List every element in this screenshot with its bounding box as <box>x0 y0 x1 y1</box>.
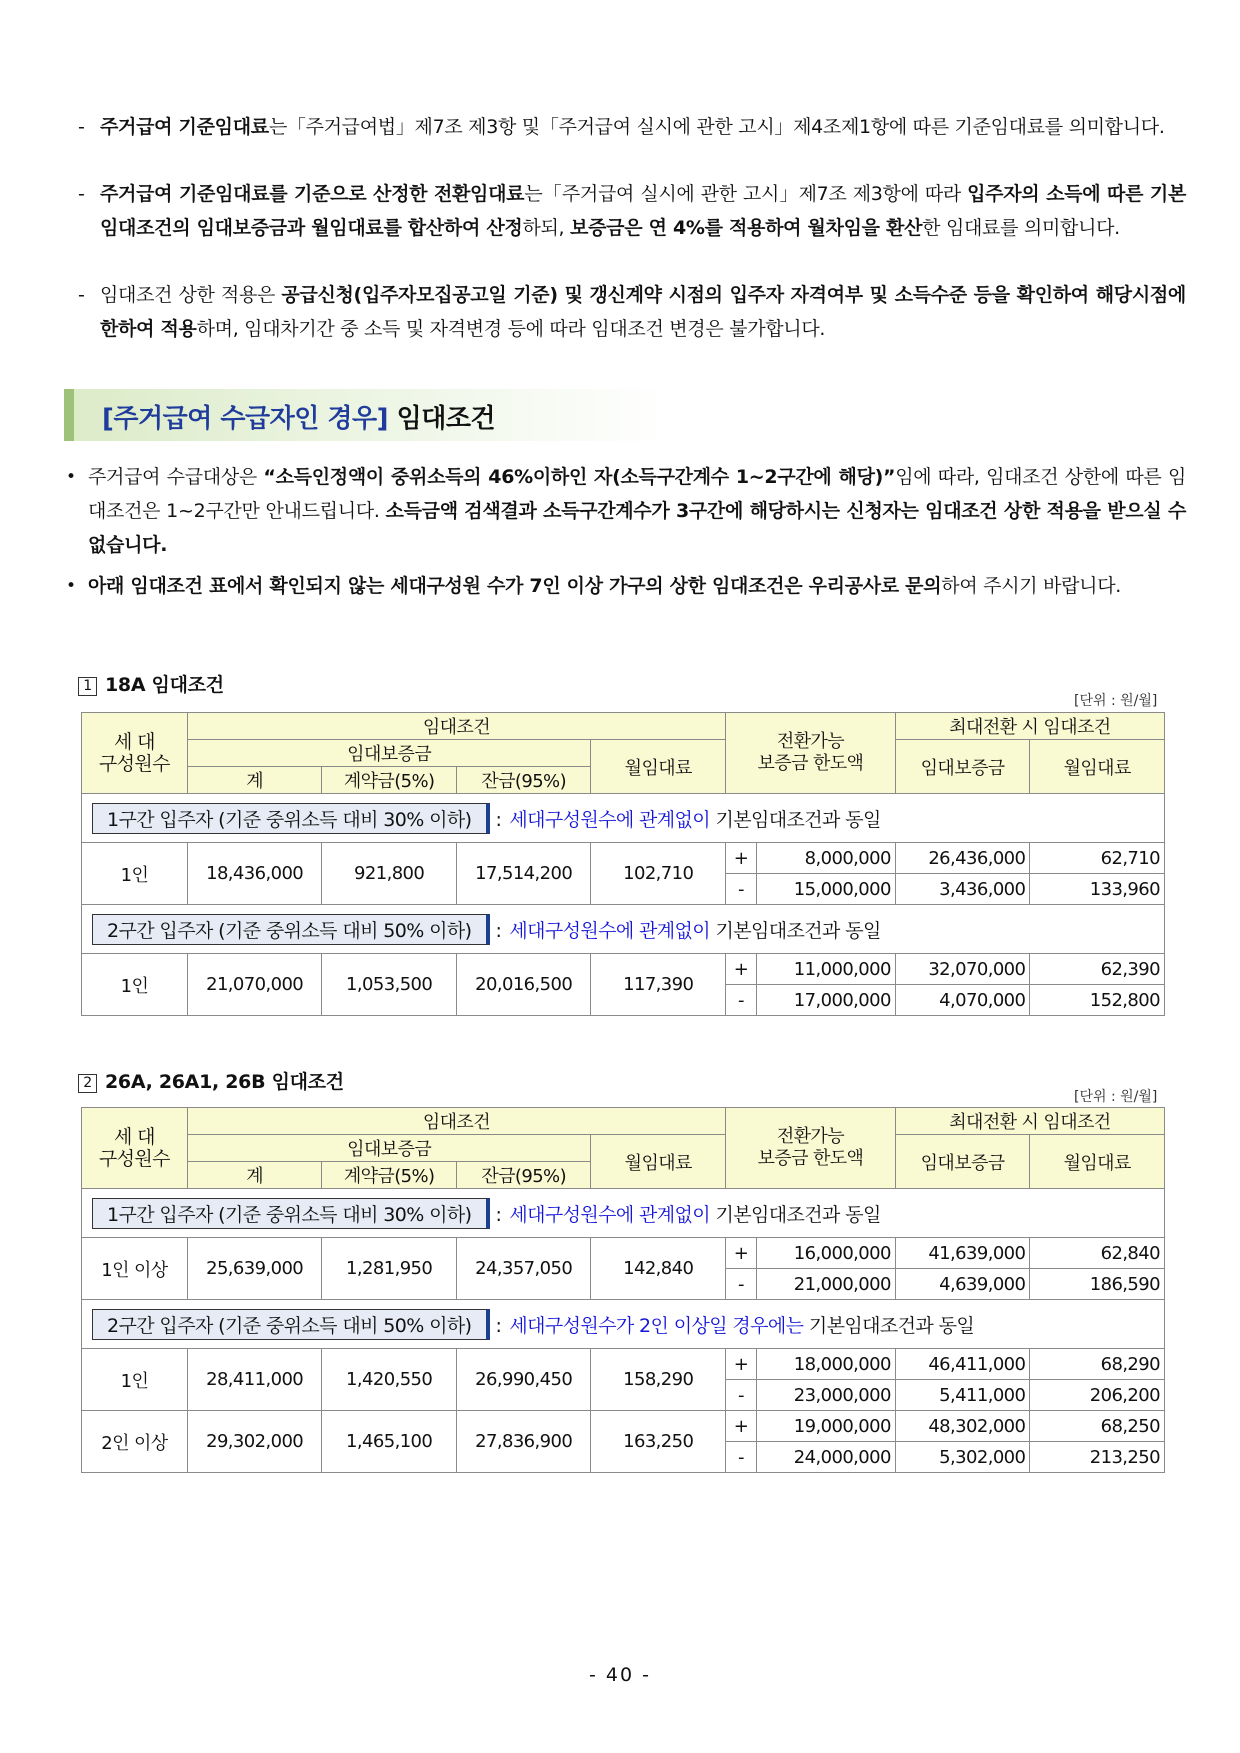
limit-cell: 23,000,000 <box>756 1380 895 1411</box>
table-row <box>82 1349 1165 1380</box>
text-run: 는「주거급여법」제7조 제3항 및「주거급여 실시에 관한 고시」제4조제1항에 따른 기준임대료를 의미합니다. <box>268 116 1165 138</box>
max-rent-cell: 206,200 <box>1030 1380 1165 1411</box>
table-title-text: 26A, 26A1, 26B 임대조건 <box>105 1071 344 1093</box>
band-row <box>82 1300 1165 1349</box>
header-max-deposit: 임대보증금 <box>895 1135 1030 1189</box>
section-heading <box>64 389 666 441</box>
table-row <box>82 1411 1165 1442</box>
header-line: 보증금 한도액 <box>757 753 864 774</box>
header-monthly-rent: 월임대료 <box>591 740 726 794</box>
text-run: 주거급여 수급대상은 <box>88 466 264 488</box>
note-text <box>100 278 1186 346</box>
bullet-2 <box>66 569 1186 603</box>
band-highlight: 세대구성원수가 2인 이상일 경우에는 <box>509 1314 804 1337</box>
header-line: 세 대 <box>113 1126 155 1148</box>
max-deposit-cell: 32,070,000 <box>895 954 1030 985</box>
band-row <box>82 905 1165 954</box>
note-text <box>100 110 1186 144</box>
limit-cell: 17,000,000 <box>756 985 895 1016</box>
text-run: 하여 주시기 바랍니다. <box>941 575 1122 597</box>
sign-cell: - <box>726 1380 757 1411</box>
total-cell: 25,639,000 <box>187 1238 322 1300</box>
max-deposit-cell: 5,411,000 <box>895 1380 1030 1411</box>
bold-text: 입주자의 소득에 따른 기본임대조건의 임대보증금과 월임대료를 합산하여 산정 <box>100 183 1186 239</box>
heading-accent <box>64 389 74 441</box>
header-contract: 계약금(5%) <box>322 1162 457 1189</box>
band-label: 2구간 입주자 (기준 중위소득 대비 50% 이하) <box>92 914 490 945</box>
band-colon: : <box>495 808 502 831</box>
band-colon: : <box>495 1314 502 1337</box>
max-rent-cell: 62,840 <box>1030 1238 1165 1269</box>
max-deposit-cell: 4,070,000 <box>895 985 1030 1016</box>
header-balance: 잔금(95%) <box>456 767 591 794</box>
monthly-cell: 158,290 <box>591 1349 726 1411</box>
header-line: 구성원수 <box>98 753 170 775</box>
limit-cell: 8,000,000 <box>756 843 895 874</box>
header-balance: 잔금(95%) <box>456 1162 591 1189</box>
table-title-text: 18A 임대조건 <box>105 674 224 696</box>
max-rent-cell: 62,710 <box>1030 843 1165 874</box>
section-title-text: 임대조건 <box>388 404 496 434</box>
band-row <box>82 794 1165 843</box>
header-rent-condition: 임대조건 <box>187 713 725 740</box>
bold-text: 공급신청(입주자모집공고일 기준) 및 갱신계약 시점의 입주자 자격여부 및 소득수준 등을 확인하여 해당시점에 한하여 적용 <box>100 284 1186 340</box>
page-number: - 40 - <box>589 1664 651 1686</box>
section-title <box>102 398 495 435</box>
members-cell: 1인 <box>82 843 188 905</box>
header-max-conversion: 최대전환 시 임대조건 <box>895 1108 1164 1135</box>
header-monthly-rent: 월임대료 <box>591 1135 726 1189</box>
band-highlight: 세대구성원수에 관계없이 <box>509 1203 711 1226</box>
text-run: 는「주거급여 실시에 관한 고시」제7조 제3항에 따라 <box>524 183 968 205</box>
rent-table-18a <box>81 712 1165 1016</box>
header-convertible-limit <box>726 713 896 794</box>
header-max-conversion: 최대전환 시 임대조건 <box>895 713 1164 740</box>
band-colon: : <box>495 919 502 942</box>
sign-cell: - <box>726 1442 757 1473</box>
total-cell: 18,436,000 <box>187 843 322 905</box>
limit-cell: 21,000,000 <box>756 1269 895 1300</box>
max-rent-cell: 133,960 <box>1030 874 1165 905</box>
balance-cell: 27,836,900 <box>456 1411 591 1473</box>
text-run: 한 임대료를 의미합니다. <box>922 217 1120 239</box>
bold-text: 주거급여 기준임대료를 기준으로 산정한 전환임대료 <box>100 183 525 205</box>
total-cell: 29,302,000 <box>187 1411 322 1473</box>
bullet-1 <box>66 460 1186 562</box>
note-3 <box>78 278 1186 346</box>
header-max-monthly: 월임대료 <box>1030 1135 1165 1189</box>
header-line: 구성원수 <box>98 1148 170 1170</box>
members-cell: 2인 이상 <box>82 1411 188 1473</box>
sign-cell: + <box>726 1238 757 1269</box>
total-cell: 21,070,000 <box>187 954 322 1016</box>
band-note: 기본임대조건과 동일 <box>710 919 881 942</box>
contract-cell: 921,800 <box>322 843 457 905</box>
dash-mark: - <box>78 116 85 138</box>
header-household <box>82 1108 188 1189</box>
max-rent-cell: 62,390 <box>1030 954 1165 985</box>
table-2-title <box>78 1067 344 1094</box>
sign-cell: + <box>726 1349 757 1380</box>
text-run: 하되, <box>522 217 571 239</box>
header-deposit: 임대보증금 <box>187 1135 591 1162</box>
rent-table-26 <box>81 1107 1165 1473</box>
monthly-cell: 117,390 <box>591 954 726 1016</box>
header-line: 전환가능 <box>776 731 845 752</box>
contract-cell: 1,465,100 <box>322 1411 457 1473</box>
header-rent-condition: 임대조건 <box>187 1108 725 1135</box>
members-cell: 1인 <box>82 954 188 1016</box>
section-title-bracket: [주거급여 수급자인 경우] <box>102 404 389 434</box>
band-row <box>82 1189 1165 1238</box>
max-deposit-cell: 41,639,000 <box>895 1238 1030 1269</box>
header-max-deposit: 임대보증금 <box>895 740 1030 794</box>
band-highlight: 세대구성원수에 관계없이 <box>509 919 711 942</box>
monthly-cell: 163,250 <box>591 1411 726 1473</box>
header-convertible-limit <box>726 1108 896 1189</box>
max-deposit-cell: 3,436,000 <box>895 874 1030 905</box>
header-max-monthly: 월임대료 <box>1030 740 1165 794</box>
max-rent-cell: 186,590 <box>1030 1269 1165 1300</box>
bold-text: 아래 임대조건 표에서 확인되지 않는 세대구성원 수가 7인 이상 가구의 상한 임대조건은 우리공사로 문의 <box>88 575 942 597</box>
contract-cell: 1,053,500 <box>322 954 457 1016</box>
header-total: 계 <box>187 767 322 794</box>
balance-cell: 26,990,450 <box>456 1349 591 1411</box>
max-rent-cell: 213,250 <box>1030 1442 1165 1473</box>
bold-text: “소득인정액이 중위소득의 46%이하인 자(소득구간계수 1~2구간에 해당)” <box>263 466 896 488</box>
text-run: 임대조건 상한 적용은 <box>100 284 282 306</box>
limit-cell: 15,000,000 <box>756 874 895 905</box>
max-rent-cell: 68,290 <box>1030 1349 1165 1380</box>
contract-cell: 1,420,550 <box>322 1349 457 1411</box>
sign-cell: - <box>726 1269 757 1300</box>
sign-cell: + <box>726 954 757 985</box>
monthly-cell: 102,710 <box>591 843 726 905</box>
monthly-cell: 142,840 <box>591 1238 726 1300</box>
sign-cell: - <box>726 874 757 905</box>
band-label: 1구간 입주자 (기준 중위소득 대비 30% 이하) <box>92 1198 490 1229</box>
balance-cell: 20,016,500 <box>456 954 591 1016</box>
sign-cell: + <box>726 843 757 874</box>
band-highlight: 세대구성원수에 관계없이 <box>509 808 711 831</box>
header-line: 보증금 한도액 <box>757 1148 864 1169</box>
max-deposit-cell: 48,302,000 <box>895 1411 1030 1442</box>
header-line: 전환가능 <box>776 1126 845 1147</box>
note-text <box>100 177 1186 245</box>
bold-text: 보증금은 연 4%를 적용하여 월차임을 환산 <box>570 217 923 239</box>
table-row <box>82 843 1165 874</box>
note-1 <box>78 110 1186 144</box>
bullet-text <box>88 460 1186 562</box>
total-cell: 28,411,000 <box>187 1349 322 1411</box>
header-contract: 계약금(5%) <box>322 767 457 794</box>
header-total: 계 <box>187 1162 322 1189</box>
max-rent-cell: 152,800 <box>1030 985 1165 1016</box>
band-note: 기본임대조건과 동일 <box>710 1203 881 1226</box>
limit-cell: 16,000,000 <box>756 1238 895 1269</box>
bold-text: 소득금액 검색결과 소득구간계수가 3구간에 해당하시는 신청자는 임대조건 상한 적용을 받으실 수 없습니다. <box>88 500 1186 556</box>
max-deposit-cell: 46,411,000 <box>895 1349 1030 1380</box>
bullet-mark: • <box>66 467 76 487</box>
table-row <box>82 1238 1165 1269</box>
max-deposit-cell: 26,436,000 <box>895 843 1030 874</box>
dash-mark: - <box>78 284 85 306</box>
contract-cell: 1,281,950 <box>322 1238 457 1300</box>
bullet-mark: • <box>66 576 76 596</box>
band-colon: : <box>495 1203 502 1226</box>
max-rent-cell: 68,250 <box>1030 1411 1165 1442</box>
band-label: 2구간 입주자 (기준 중위소득 대비 50% 이하) <box>92 1309 490 1340</box>
table-number-box: 2 <box>78 1074 97 1093</box>
unit-label: [단위 : 원/월] <box>1074 693 1158 709</box>
unit-label: [단위 : 원/월] <box>1074 1089 1158 1105</box>
band-note: 기본임대조건과 동일 <box>710 808 881 831</box>
max-deposit-cell: 4,639,000 <box>895 1269 1030 1300</box>
table-number-box: 1 <box>78 677 97 696</box>
members-cell: 1인 <box>82 1349 188 1411</box>
balance-cell: 17,514,200 <box>456 843 591 905</box>
limit-cell: 18,000,000 <box>756 1349 895 1380</box>
sign-cell: - <box>726 985 757 1016</box>
header-household <box>82 713 188 794</box>
max-deposit-cell: 5,302,000 <box>895 1442 1030 1473</box>
text-run: 하며, 임대차기간 중 소득 및 자격변경 등에 따라 임대조건 변경은 불가합니다. <box>196 318 826 340</box>
note-2 <box>78 177 1186 245</box>
table-row <box>82 954 1165 985</box>
dash-mark: - <box>78 183 85 205</box>
limit-cell: 11,000,000 <box>756 954 895 985</box>
bullet-text <box>88 569 1186 603</box>
limit-cell: 24,000,000 <box>756 1442 895 1473</box>
sign-cell: + <box>726 1411 757 1442</box>
limit-cell: 19,000,000 <box>756 1411 895 1442</box>
members-cell: 1인 이상 <box>82 1238 188 1300</box>
header-line: 세 대 <box>113 731 155 753</box>
table-1-title <box>78 670 224 697</box>
bold-text: 주거급여 기준임대료 <box>100 116 269 138</box>
band-note: 기본임대조건과 동일 <box>803 1314 975 1337</box>
text-run: 임에 따라, 임대조건 상한에 따른 임대조건은 1~2구간만 안내드립니다. <box>88 466 1187 522</box>
balance-cell: 24,357,050 <box>456 1238 591 1300</box>
band-label: 1구간 입주자 (기준 중위소득 대비 30% 이하) <box>92 803 490 834</box>
header-deposit: 임대보증금 <box>187 740 591 767</box>
